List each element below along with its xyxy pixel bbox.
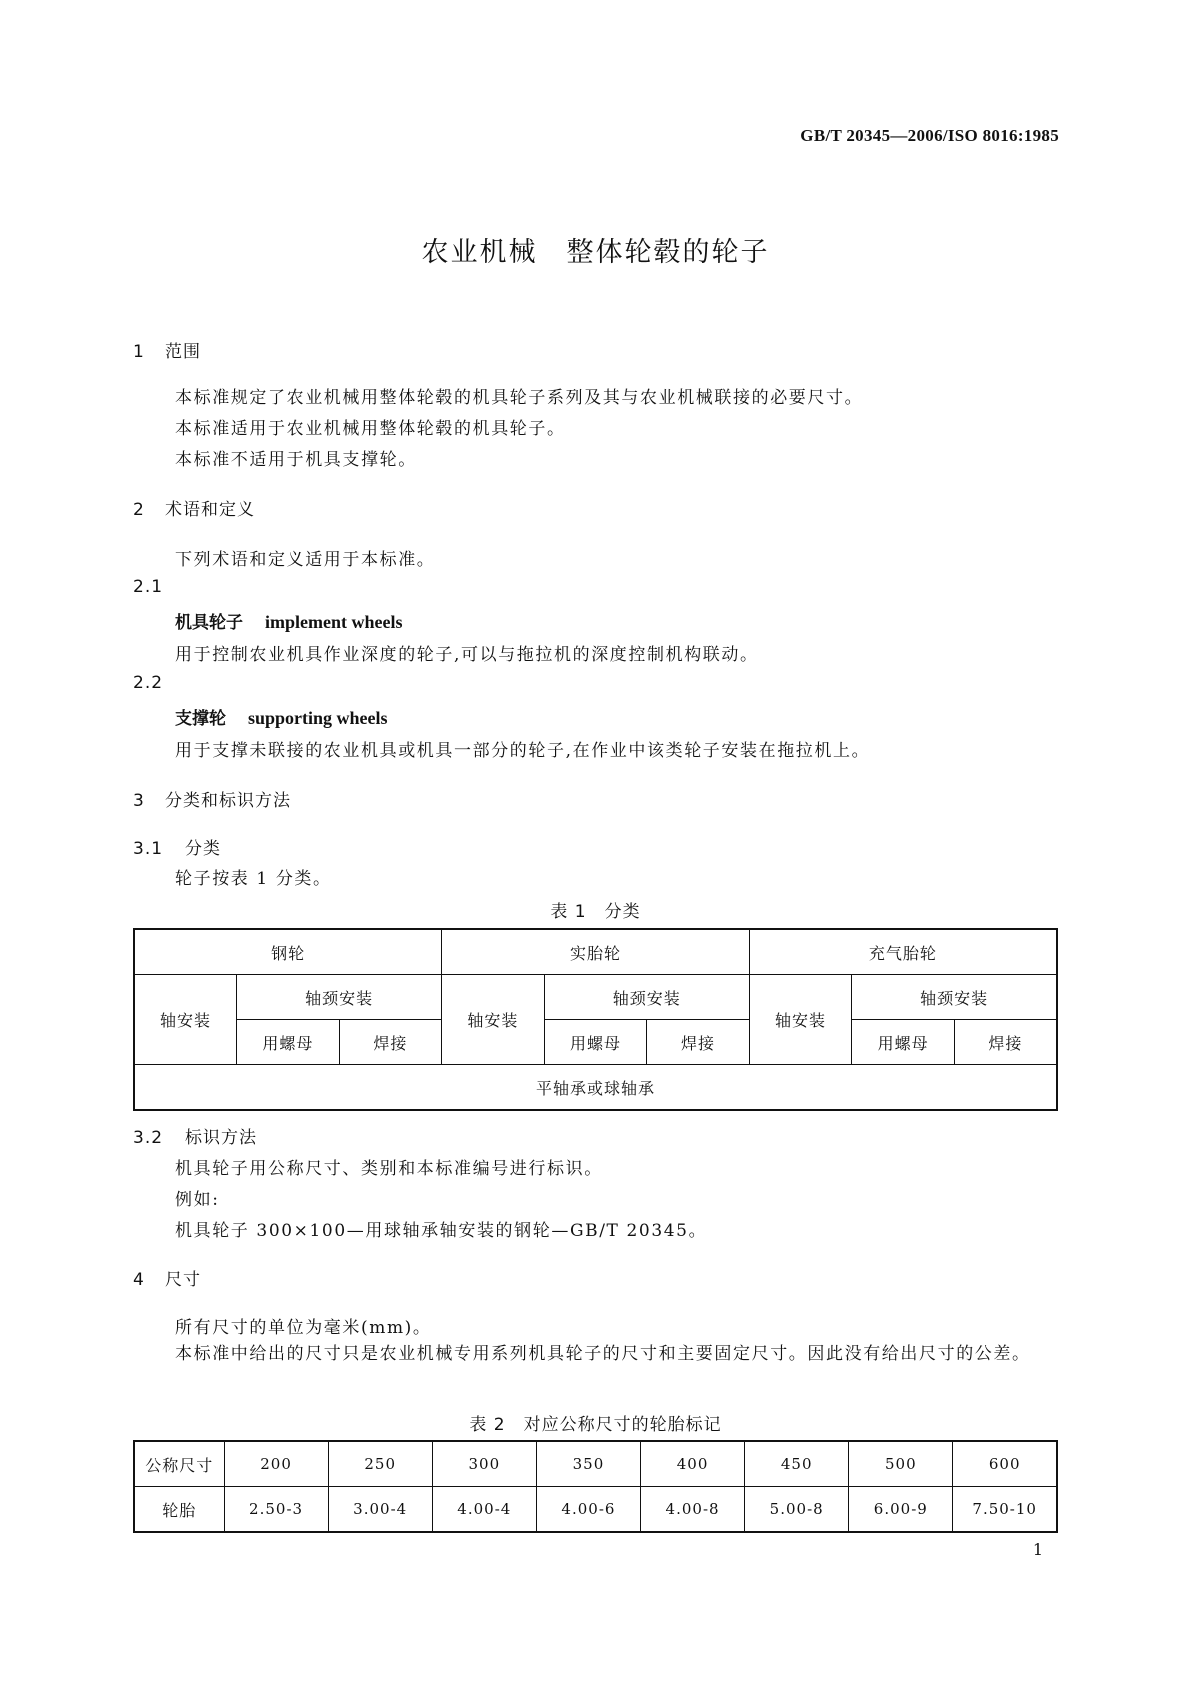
table-cell: 轴颈安装 bbox=[237, 975, 442, 1020]
section-number: 4 bbox=[133, 1270, 145, 1290]
table-cell: 2.50-3 bbox=[224, 1487, 328, 1533]
term-en: supporting wheels bbox=[248, 708, 388, 728]
page-number: 1 bbox=[1032, 1540, 1043, 1559]
table-cell: 4.00-8 bbox=[641, 1487, 745, 1533]
term-implement-wheels bbox=[175, 608, 402, 633]
table-cell: 4.00-6 bbox=[536, 1487, 640, 1533]
paragraph: 下列术语和定义适用于本标准。 bbox=[175, 550, 436, 570]
table-cell: 轴颈安装 bbox=[544, 975, 749, 1020]
table-cell: 轴安装 bbox=[749, 975, 852, 1065]
paragraph: 本标准中给出的尺寸只是农业机械专用系列机具轮子的尺寸和主要固定尺寸。因此没有给出尺寸的公差。 bbox=[175, 1344, 1031, 1364]
table-cell: 用螺母 bbox=[237, 1020, 340, 1065]
clause-2-2-number: 2.2 bbox=[133, 673, 164, 693]
clause-title: 标识方法 bbox=[185, 1128, 257, 1148]
clause-3-1-heading bbox=[133, 834, 221, 859]
term-zh: 支撑轮 bbox=[175, 709, 226, 729]
paragraph: 所有尺寸的单位为毫米(mm)。 bbox=[175, 1318, 432, 1338]
table-cell: 焊接 bbox=[647, 1020, 750, 1065]
table-cell: 用螺母 bbox=[544, 1020, 647, 1065]
table-2-caption: 表 2 对应公称尺寸的轮胎标记 bbox=[469, 1415, 722, 1435]
paragraph: 本标准不适用于机具支撑轮。 bbox=[175, 450, 417, 470]
paragraph: 机具轮子 300×100—用球轴承轴安装的钢轮—GB/T 20345。 bbox=[175, 1221, 708, 1241]
table-cell: 250 bbox=[328, 1441, 432, 1487]
section-title: 术语和定义 bbox=[165, 500, 255, 520]
table-cell: 用螺母 bbox=[852, 1020, 955, 1065]
definition: 用于支撑未联接的农业机具或机具一部分的轮子,在作业中该类轮子安装在拖拉机上。 bbox=[175, 741, 871, 761]
clause-number: 3.1 bbox=[133, 839, 164, 859]
table-cell: 200 bbox=[224, 1441, 328, 1487]
section-title: 范围 bbox=[165, 342, 201, 362]
table-cell: 轴安装 bbox=[442, 975, 545, 1065]
table-cell: 3.00-4 bbox=[328, 1487, 432, 1533]
classification-table bbox=[133, 928, 1058, 1111]
standard-code: GB/T 20345—2006/ISO 8016:1985 bbox=[800, 126, 1059, 145]
table-row-label: 轮胎 bbox=[134, 1487, 224, 1533]
clause-3-2-heading bbox=[133, 1123, 257, 1148]
paragraph: 本标准适用于农业机械用整体轮毂的机具轮子。 bbox=[175, 419, 566, 439]
paragraph: 本标准规定了农业机械用整体轮毂的机具轮子系列及其与农业机械联接的必要尺寸。 bbox=[175, 388, 864, 408]
section-2-heading bbox=[133, 495, 255, 520]
paragraph: 例如: bbox=[175, 1190, 220, 1210]
table-cell: 400 bbox=[641, 1441, 745, 1487]
table-cell: 7.50-10 bbox=[953, 1487, 1057, 1533]
table-header-cell: 钢轮 bbox=[134, 929, 442, 975]
clause-number: 3.2 bbox=[133, 1128, 164, 1148]
section-title: 尺寸 bbox=[165, 1270, 201, 1290]
tyre-size-table bbox=[133, 1440, 1058, 1533]
section-number: 2 bbox=[133, 500, 145, 520]
term-en: implement wheels bbox=[265, 612, 403, 632]
section-3-heading bbox=[133, 786, 291, 811]
definition: 用于控制农业机具作业深度的轮子,可以与拖拉机的深度控制机构联动。 bbox=[175, 645, 759, 665]
clause-title: 分类 bbox=[185, 839, 221, 859]
term-supporting-wheels bbox=[175, 704, 388, 729]
term-zh: 机具轮子 bbox=[175, 613, 243, 633]
table-cell: 600 bbox=[953, 1441, 1057, 1487]
clause-2-1-number: 2.1 bbox=[133, 577, 164, 597]
table-cell: 焊接 bbox=[954, 1020, 1057, 1065]
paragraph: 轮子按表 1 分类。 bbox=[175, 869, 332, 889]
document-title: 农业机械 整体轮毂的轮子 bbox=[421, 237, 770, 268]
paragraph: 机具轮子用公称尺寸、类别和本标准编号进行标识。 bbox=[175, 1159, 603, 1179]
table-row-label: 公称尺寸 bbox=[134, 1441, 224, 1487]
section-number: 1 bbox=[133, 342, 145, 362]
section-4-heading bbox=[133, 1265, 201, 1290]
table-cell: 轴安装 bbox=[134, 975, 237, 1065]
table-cell: 平轴承或球轴承 bbox=[134, 1065, 1057, 1111]
section-title: 分类和标识方法 bbox=[165, 791, 291, 811]
table-header-cell: 实胎轮 bbox=[442, 929, 750, 975]
table-cell: 焊接 bbox=[339, 1020, 442, 1065]
table-cell: 4.00-4 bbox=[432, 1487, 536, 1533]
section-1-heading bbox=[133, 337, 201, 362]
table-cell: 6.00-9 bbox=[849, 1487, 953, 1533]
table-cell: 500 bbox=[849, 1441, 953, 1487]
table-cell: 450 bbox=[745, 1441, 849, 1487]
section-number: 3 bbox=[133, 791, 145, 811]
table-cell: 5.00-8 bbox=[745, 1487, 849, 1533]
table-header-cell: 充气胎轮 bbox=[749, 929, 1057, 975]
table-cell: 350 bbox=[536, 1441, 640, 1487]
table-1-caption: 表 1 分类 bbox=[550, 902, 641, 922]
table-cell: 轴颈安装 bbox=[852, 975, 1057, 1020]
table-cell: 300 bbox=[432, 1441, 536, 1487]
